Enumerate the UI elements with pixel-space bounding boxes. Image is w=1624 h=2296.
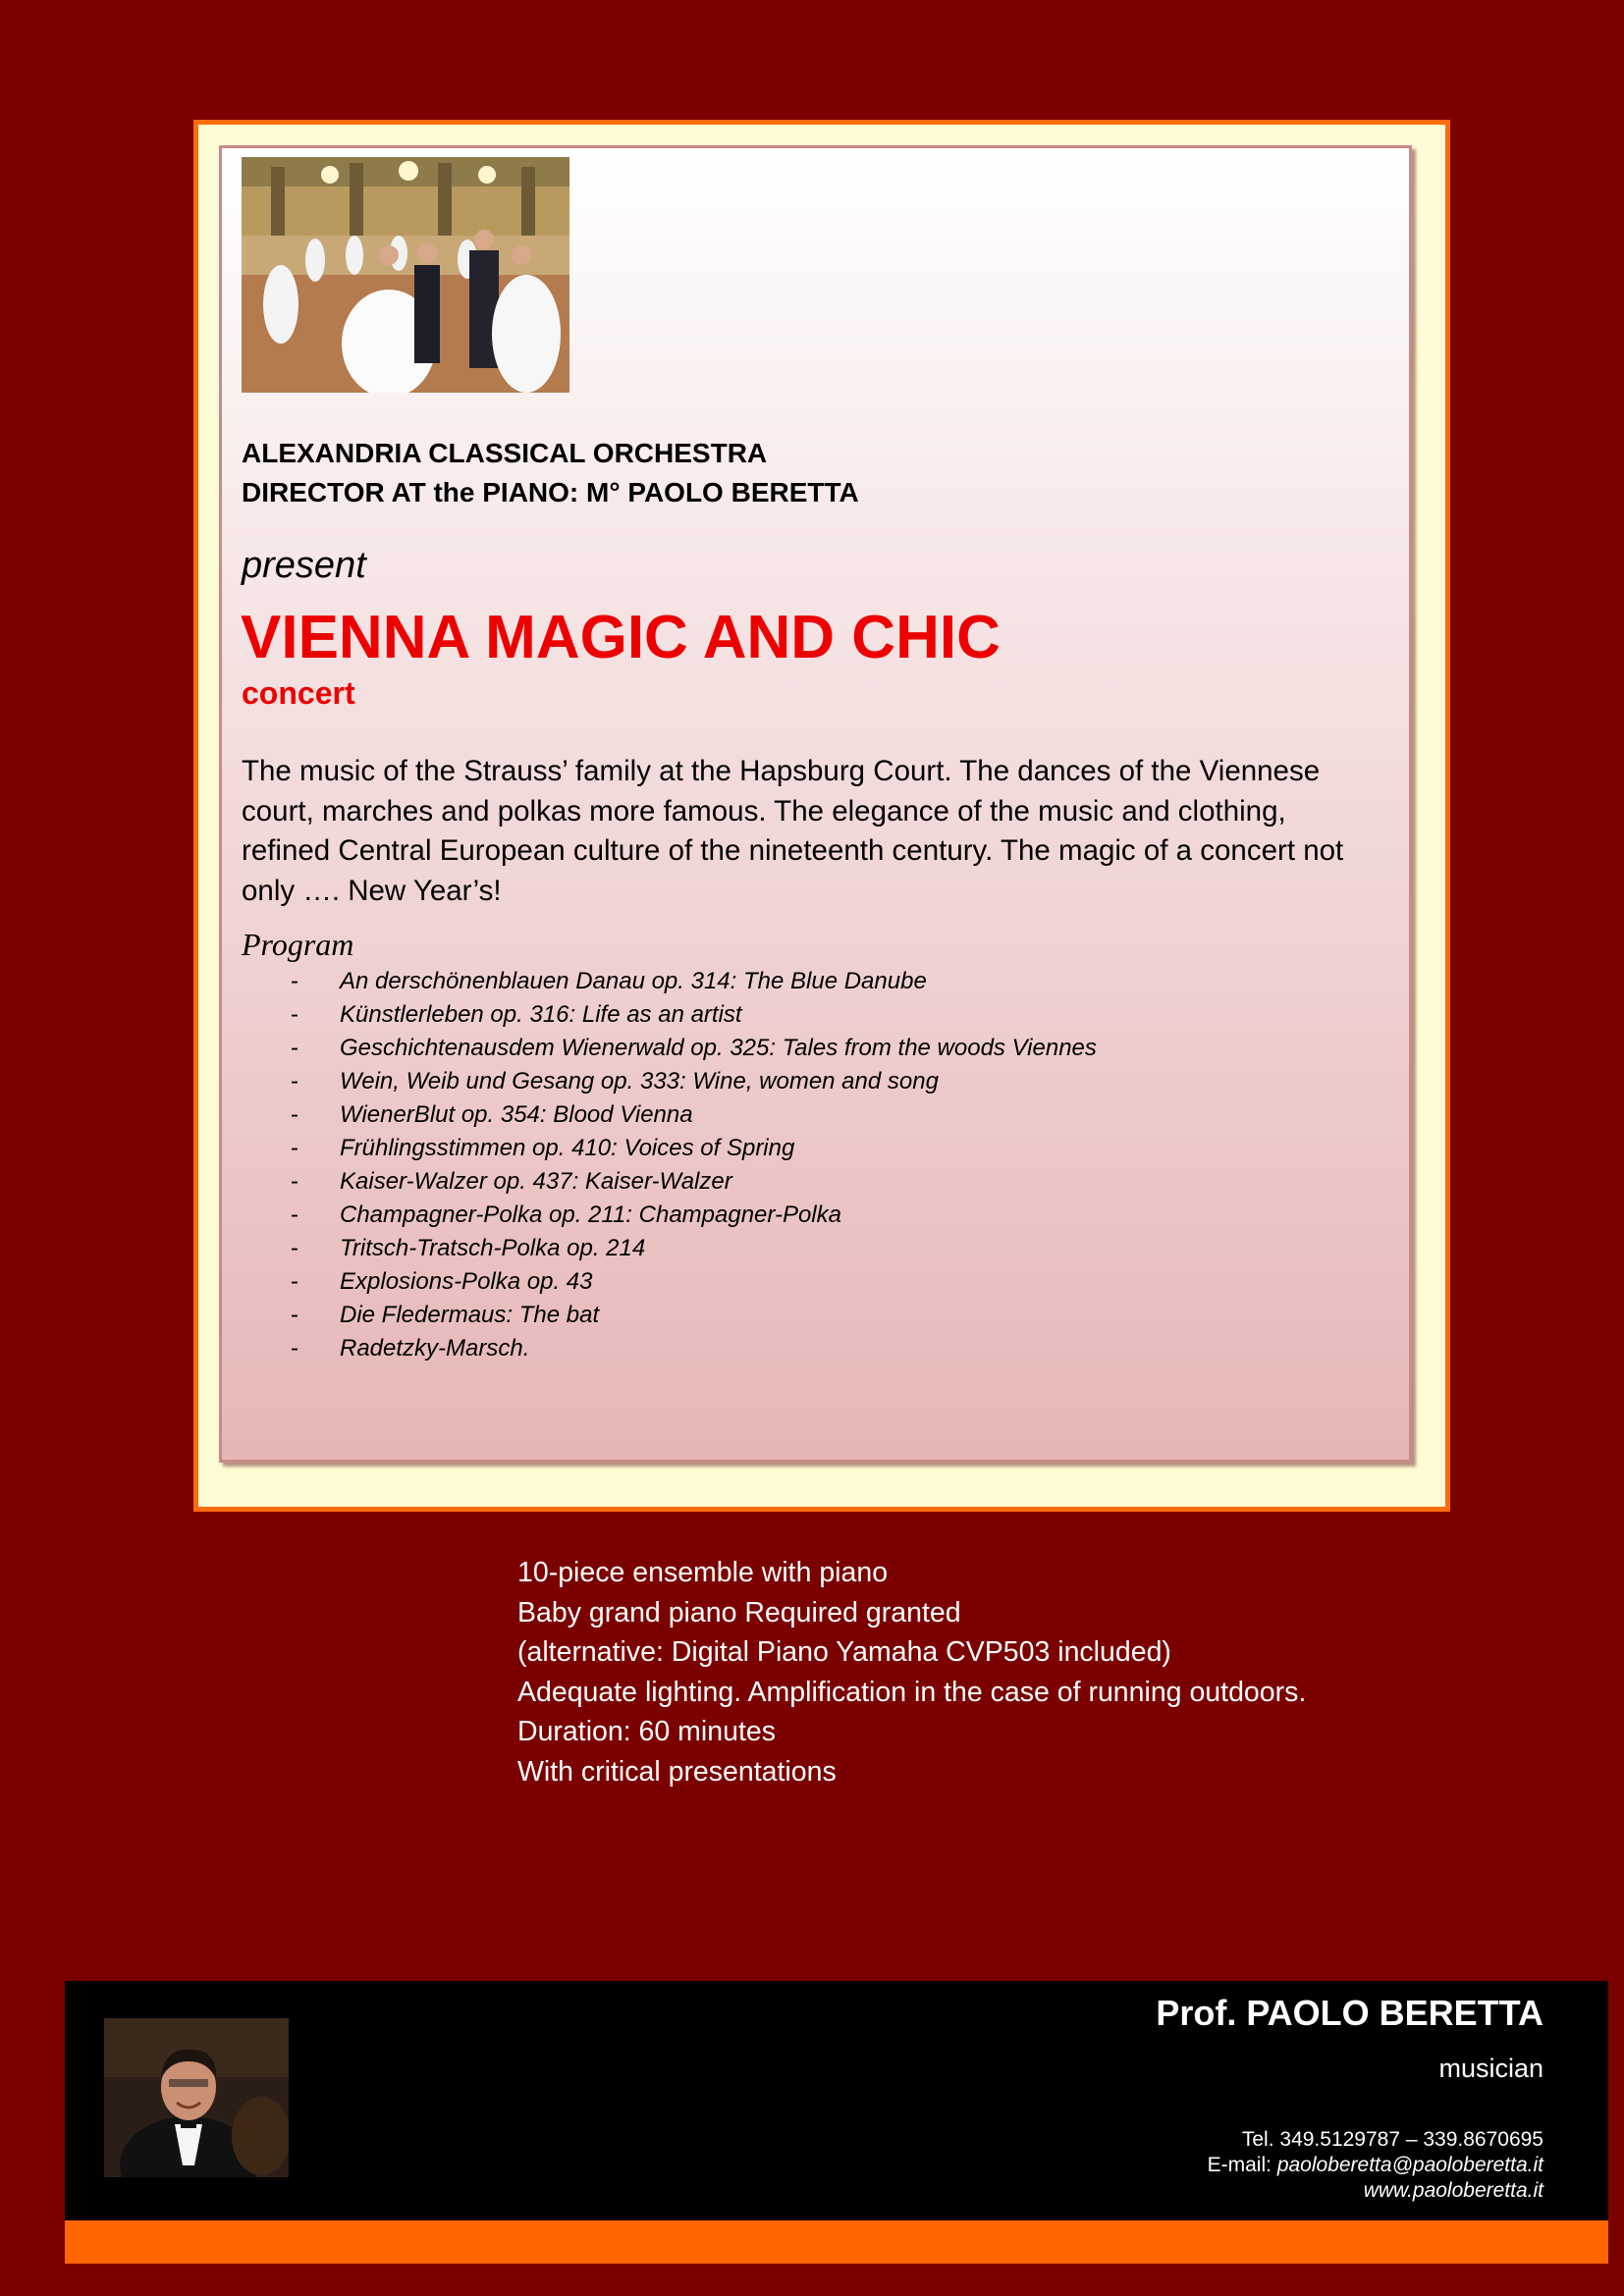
footer-phone: Tel. 349.5129787 – 339.8670695	[1241, 2128, 1543, 2151]
bullet-dash: -	[291, 1168, 298, 1195]
bullet-dash: -	[291, 968, 298, 994]
program-item	[242, 1265, 1097, 1299]
bullet-dash: -	[291, 1335, 298, 1362]
program-item-text: Künstlerleben op. 316: Life as an artist	[340, 1001, 742, 1028]
concert-subtitle: concert	[242, 675, 355, 711]
program-list	[242, 965, 1097, 1365]
concert-description: The music of the Strauss’ family at the Hapsburg Court. The dances of the Viennese court, marches and polkas more famous. The elegance of the music and clothing, refined Central European culture of the nineteenth century. The magic of a concert not only …. New Year’s!	[242, 755, 1344, 907]
program-item-text: Champagner-Polka op. 211: Champagner-Polka	[340, 1201, 841, 1228]
bullet-dash: -	[291, 1235, 298, 1261]
program-item-text: Tritsch-Tratsch-Polka op. 214	[340, 1235, 646, 1261]
program-item	[242, 1165, 1097, 1199]
organizer-block	[242, 434, 859, 512]
concert-title: VIENNA MAGIC AND CHIC	[241, 604, 1001, 671]
program-item-text: Geschichtenausdem Wienerwald op. 325: Tales from the woods Viennes	[340, 1035, 1097, 1061]
program-item	[242, 1332, 1097, 1365]
program-item	[242, 998, 1097, 1032]
program-item-text: Radetzky-Marsch.	[340, 1335, 530, 1362]
bullet-dash: -	[291, 1135, 298, 1161]
program-item	[242, 1065, 1097, 1098]
bullet-dash: -	[291, 1035, 298, 1061]
email-label: E-mail:	[1207, 2154, 1277, 2176]
footer-stripe	[65, 2220, 1608, 2264]
footer-name: Prof. PAOLO BERETTA	[1156, 1993, 1543, 2033]
program-item	[242, 1032, 1097, 1065]
bullet-dash: -	[291, 1101, 298, 1128]
footer-website-link[interactable]: www.paoloberetta.it	[1363, 2179, 1543, 2202]
detail-line: With critical presentations	[517, 1755, 837, 1788]
program-item-text: WienerBlut op. 354: Blood Vienna	[340, 1101, 693, 1128]
program-item-text: Explosions-Polka op. 43	[340, 1268, 593, 1295]
detail-line: Baby grand piano Required granted	[517, 1596, 961, 1629]
bullet-dash: -	[291, 1001, 298, 1028]
footer-email-line	[1208, 2154, 1543, 2177]
present-text: present	[242, 545, 366, 586]
detail-line: Duration: 60 minutes	[517, 1716, 776, 1748]
footer-role: musician	[1438, 2054, 1543, 2083]
program-heading: Program	[242, 927, 354, 962]
detail-line: (alternative: Digital Piano Yamaha CVP503 included)	[517, 1636, 1171, 1669]
bullet-dash: -	[291, 1201, 298, 1228]
ballroom-photo	[242, 157, 569, 393]
detail-line: 10-piece ensemble with piano	[517, 1557, 889, 1588]
bullet-dash: -	[291, 1068, 298, 1095]
program-item-text: Frühlingsstimmen op. 410: Voices of Spring	[340, 1135, 795, 1161]
program-item-text: Die Fledermaus: The bat	[340, 1302, 600, 1328]
program-item-text: An derschönenblauen Danau op. 314: The Blue Danube	[340, 968, 927, 994]
portrait-photo	[104, 2018, 289, 2177]
program-item-text: Kaiser-Walzer op. 437: Kaiser-Walzer	[340, 1168, 732, 1195]
program-item	[242, 1199, 1097, 1232]
email-link[interactable]: paoloberetta@paoloberetta.it	[1276, 2154, 1543, 2176]
program-item-text: Wein, Weib und Gesang op. 333: Wine, women and song	[340, 1068, 939, 1095]
bullet-dash: -	[291, 1302, 298, 1328]
program-item	[242, 1299, 1097, 1332]
program-item	[242, 1098, 1097, 1132]
bullet-dash: -	[291, 1268, 298, 1295]
performance-details	[517, 1553, 1306, 1792]
detail-line: Adequate lighting. Amplification in the case of running outdoors.	[517, 1676, 1307, 1708]
director-line: DIRECTOR AT the PIANO: M° PAOLO BERETTA	[242, 477, 859, 507]
program-item	[242, 1232, 1097, 1265]
program-item	[242, 1132, 1097, 1165]
program-item	[242, 965, 1097, 998]
orchestra-name: ALEXANDRIA CLASSICAL ORCHESTRA	[242, 438, 768, 468]
